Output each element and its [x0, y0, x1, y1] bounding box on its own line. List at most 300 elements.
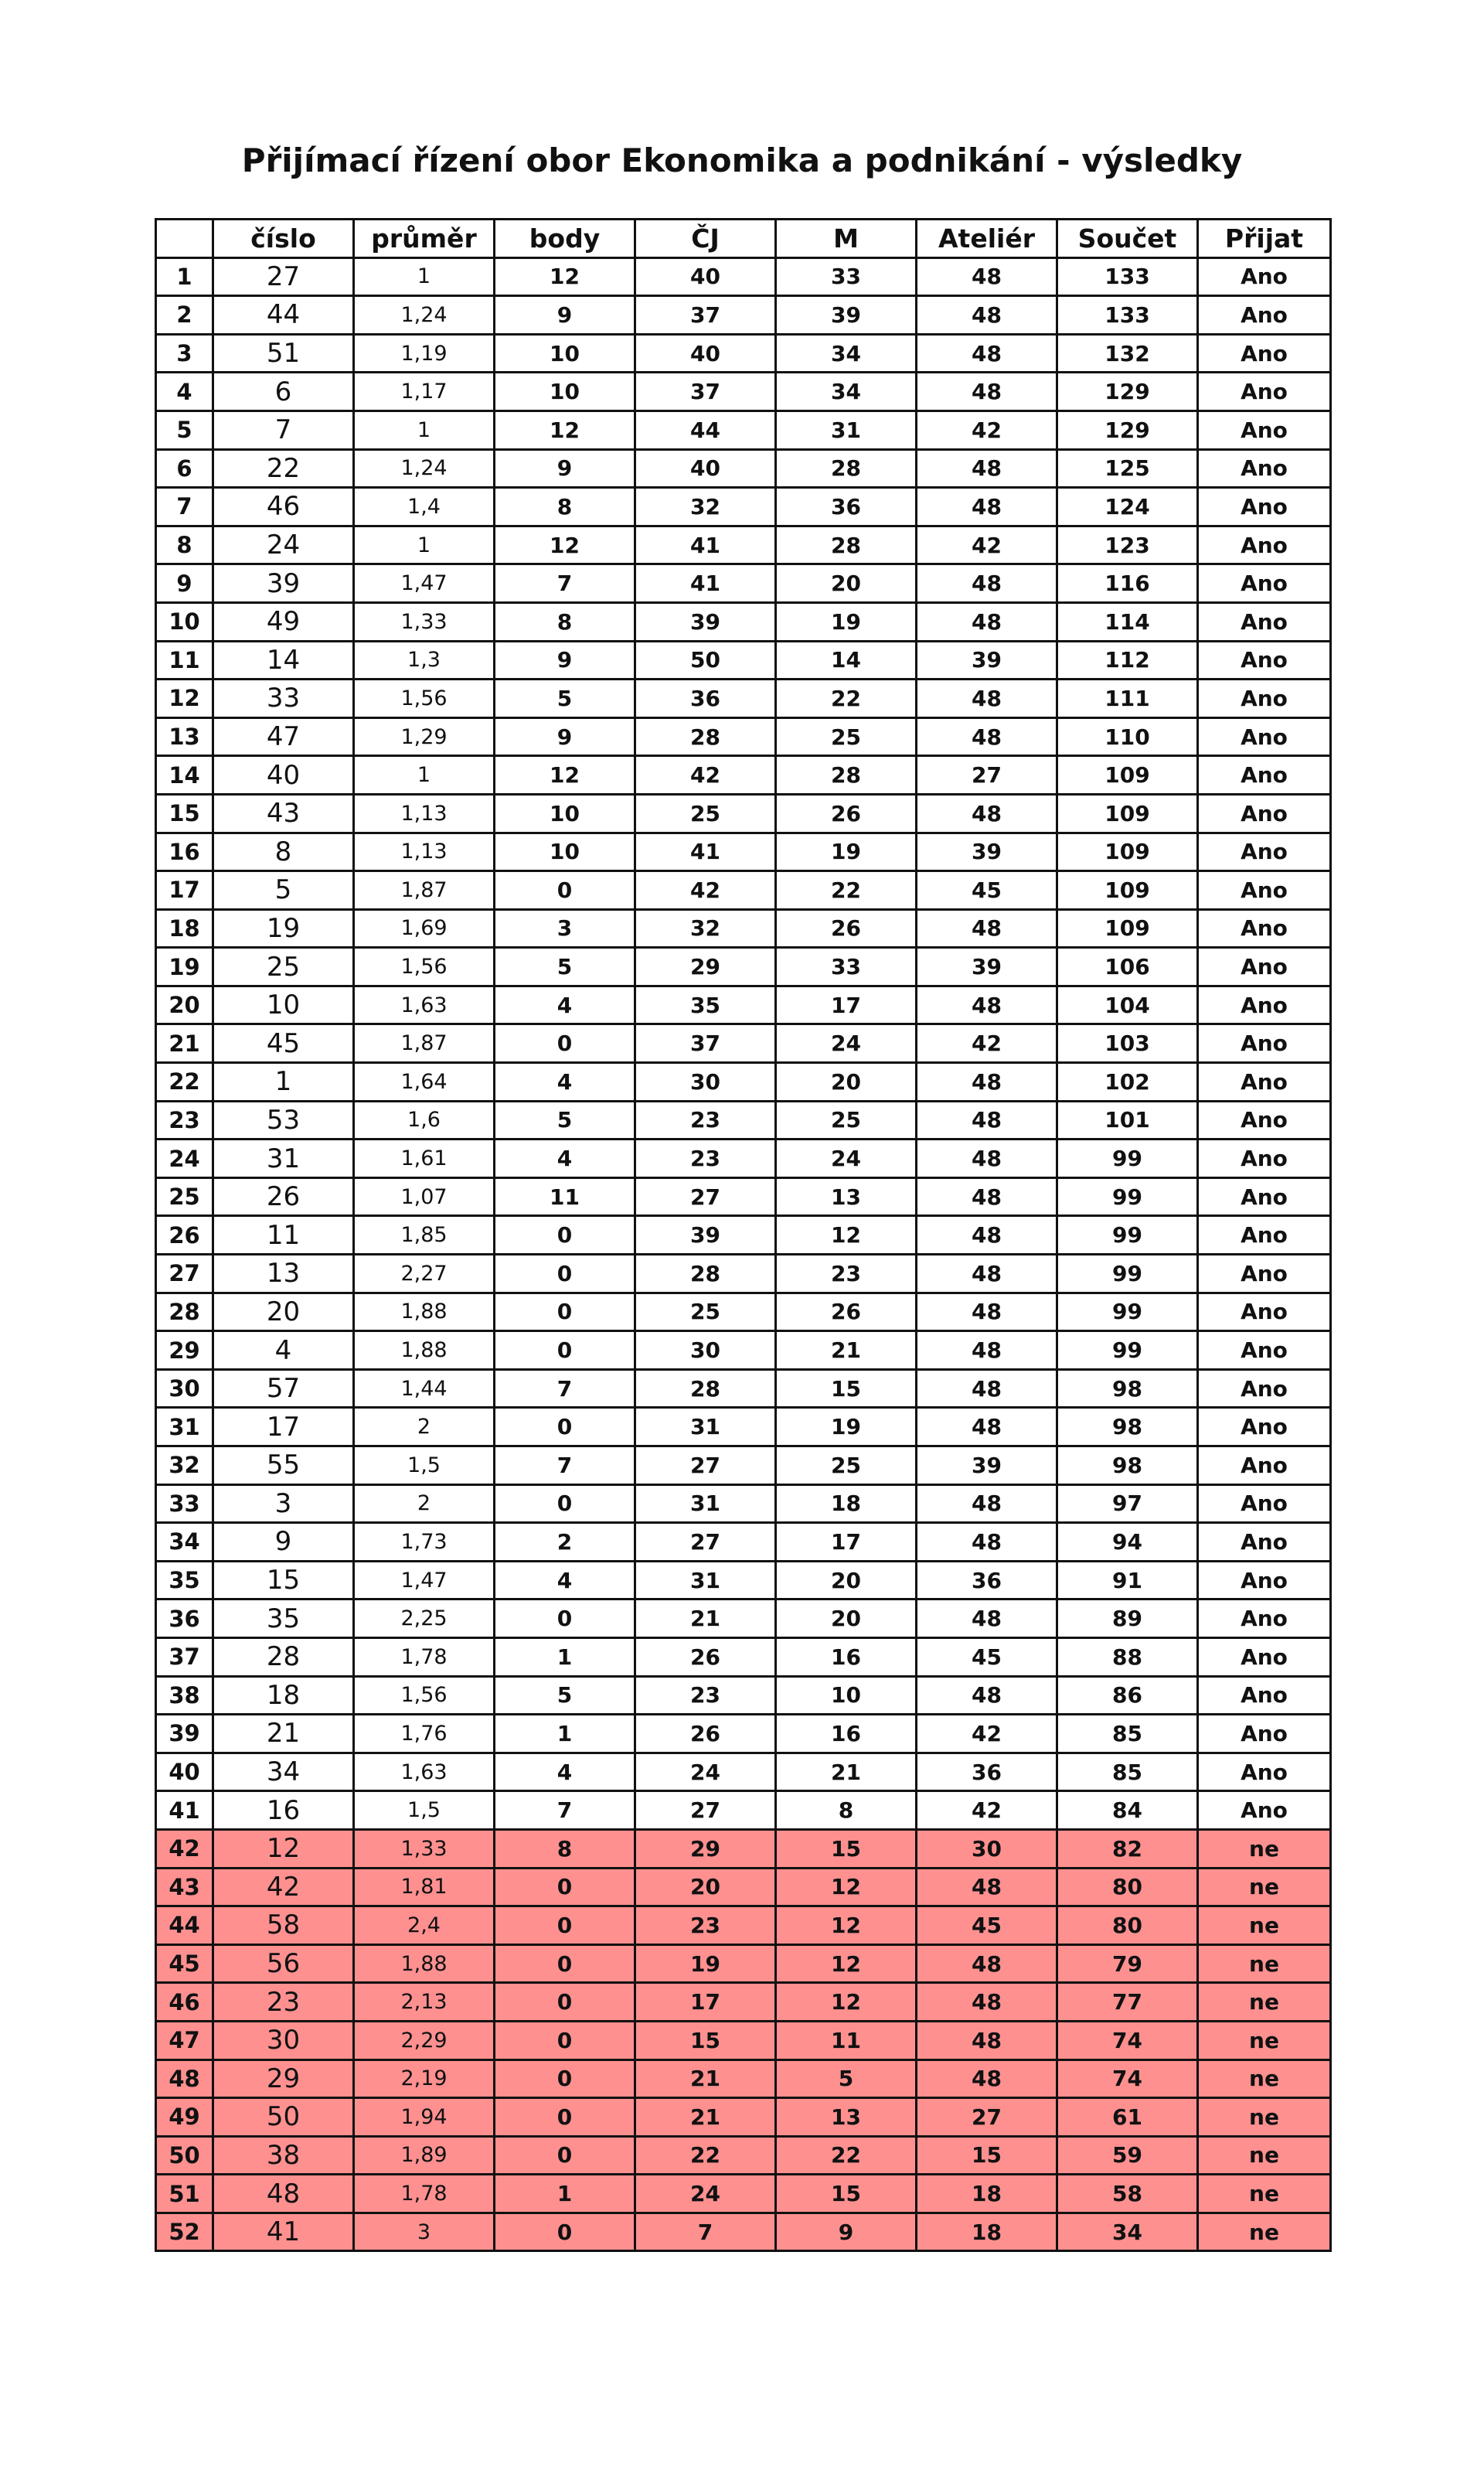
table-row [156, 1446, 1331, 1485]
cell-body: 10 [495, 833, 635, 871]
table-row [156, 334, 1331, 373]
cell-m: 21 [776, 1753, 917, 1791]
table-row [156, 1140, 1331, 1178]
cell-soucet: 97 [1057, 1484, 1198, 1523]
cell-prijat: Ano [1198, 1369, 1331, 1408]
cell-soucet: 85 [1057, 1753, 1198, 1791]
cell-prijat: Ano [1198, 449, 1331, 488]
cell-atelier: 45 [917, 1906, 1057, 1945]
cell-soucet: 61 [1057, 2098, 1198, 2137]
table-row [156, 2136, 1331, 2175]
cell-m: 26 [776, 794, 917, 833]
table-row [156, 948, 1331, 986]
cell-cj: 25 [635, 1293, 776, 1331]
table-row [156, 602, 1331, 641]
cell-prumer: 1,56 [354, 948, 495, 986]
cell-poradi: 41 [156, 1791, 213, 1830]
cell-poradi: 14 [156, 756, 213, 795]
cell-prumer: 2,13 [354, 1983, 495, 2022]
table-row [156, 833, 1331, 871]
cell-atelier: 48 [917, 257, 1057, 296]
cell-cj: 23 [635, 1101, 776, 1140]
table-row [156, 1024, 1331, 1063]
cell-body: 0 [495, 1255, 635, 1293]
cell-body: 9 [495, 449, 635, 488]
cell-m: 34 [776, 334, 917, 373]
table-row [156, 2059, 1331, 2098]
cell-poradi: 45 [156, 1944, 213, 1983]
cell-cislo: 49 [213, 602, 354, 641]
table-row [156, 1983, 1331, 2022]
cell-m: 21 [776, 1331, 917, 1370]
cell-body: 0 [495, 1983, 635, 2022]
cell-cislo: 20 [213, 1293, 354, 1331]
cell-prumer: 1,44 [354, 1369, 495, 1408]
cell-atelier: 48 [917, 449, 1057, 488]
cell-prijat: Ano [1198, 334, 1331, 373]
cell-prumer: 1,64 [354, 1063, 495, 1102]
cell-soucet: 74 [1057, 2059, 1198, 2098]
cell-atelier: 48 [917, 296, 1057, 335]
table-row [156, 794, 1331, 833]
cell-poradi: 19 [156, 948, 213, 986]
cell-cj: 15 [635, 2021, 776, 2059]
cell-soucet: 114 [1057, 602, 1198, 641]
cell-m: 15 [776, 1369, 917, 1408]
cell-poradi: 30 [156, 1369, 213, 1408]
cell-cislo: 39 [213, 564, 354, 603]
cell-cislo: 26 [213, 1177, 354, 1216]
table-row [156, 909, 1331, 948]
cell-poradi: 25 [156, 1177, 213, 1216]
cell-cislo: 51 [213, 334, 354, 373]
cell-soucet: 129 [1057, 373, 1198, 411]
cell-body: 0 [495, 2059, 635, 2098]
cell-prijat: Ano [1198, 833, 1331, 871]
cell-prumer: 1,33 [354, 602, 495, 641]
table-row [156, 1600, 1331, 1638]
cell-prijat: ne [1198, 2136, 1331, 2175]
cell-prumer: 1,07 [354, 1177, 495, 1216]
cell-body: 4 [495, 1063, 635, 1102]
cell-prumer: 1,4 [354, 488, 495, 526]
cell-soucet: 133 [1057, 296, 1198, 335]
cell-atelier: 30 [917, 1829, 1057, 1868]
cell-prijat: Ano [1198, 1637, 1331, 1676]
cell-atelier: 39 [917, 833, 1057, 871]
cell-atelier: 42 [917, 1715, 1057, 1753]
cell-m: 19 [776, 1408, 917, 1446]
table-row [156, 1829, 1331, 1868]
cell-prumer: 1,61 [354, 1140, 495, 1178]
table-row [156, 1868, 1331, 1906]
cell-m: 16 [776, 1637, 917, 1676]
cell-prijat: Ano [1198, 488, 1331, 526]
cell-body: 3 [495, 909, 635, 948]
cell-cj: 41 [635, 833, 776, 871]
cell-cj: 27 [635, 1177, 776, 1216]
cell-m: 39 [776, 296, 917, 335]
cell-prumer: 1,29 [354, 717, 495, 756]
cell-body: 0 [495, 1484, 635, 1523]
cell-prijat: Ano [1198, 1753, 1331, 1791]
cell-cislo: 31 [213, 1140, 354, 1178]
header-cj: ČJ [635, 220, 776, 258]
cell-m: 19 [776, 833, 917, 871]
cell-prumer: 2,19 [354, 2059, 495, 2098]
cell-cj: 41 [635, 564, 776, 603]
cell-body: 5 [495, 1101, 635, 1140]
cell-soucet: 99 [1057, 1331, 1198, 1370]
cell-poradi: 39 [156, 1715, 213, 1753]
cell-cj: 37 [635, 1024, 776, 1063]
table-row [156, 1753, 1331, 1791]
cell-cislo: 33 [213, 680, 354, 718]
cell-poradi: 26 [156, 1216, 213, 1255]
cell-atelier: 48 [917, 1944, 1057, 1983]
cell-soucet: 109 [1057, 833, 1198, 871]
cell-cj: 32 [635, 909, 776, 948]
cell-cj: 24 [635, 2175, 776, 2213]
header-cislo: číslo [213, 220, 354, 258]
cell-prijat: Ano [1198, 1600, 1331, 1638]
cell-prijat: ne [1198, 2213, 1331, 2251]
cell-atelier: 48 [917, 334, 1057, 373]
cell-body: 0 [495, 1408, 635, 1446]
cell-body: 7 [495, 1369, 635, 1408]
cell-poradi: 7 [156, 488, 213, 526]
table-row [156, 871, 1331, 910]
cell-prumer: 1,47 [354, 1561, 495, 1600]
cell-cj: 32 [635, 488, 776, 526]
cell-atelier: 27 [917, 756, 1057, 795]
cell-m: 28 [776, 449, 917, 488]
cell-soucet: 88 [1057, 1637, 1198, 1676]
cell-poradi: 51 [156, 2175, 213, 2213]
cell-prijat: Ano [1198, 257, 1331, 296]
cell-body: 5 [495, 948, 635, 986]
cell-poradi: 47 [156, 2021, 213, 2059]
cell-m: 17 [776, 1523, 917, 1562]
table-body [156, 257, 1331, 2251]
cell-poradi: 37 [156, 1637, 213, 1676]
cell-m: 19 [776, 602, 917, 641]
cell-m: 36 [776, 488, 917, 526]
cell-cj: 50 [635, 641, 776, 680]
cell-body: 8 [495, 488, 635, 526]
cell-prumer: 1,24 [354, 296, 495, 335]
cell-prumer: 1,87 [354, 871, 495, 910]
cell-cj: 24 [635, 1753, 776, 1791]
cell-prijat: Ano [1198, 1177, 1331, 1216]
header-body: body [495, 220, 635, 258]
cell-cj: 29 [635, 948, 776, 986]
cell-prijat: Ano [1198, 1293, 1331, 1331]
cell-soucet: 86 [1057, 1676, 1198, 1715]
cell-cj: 17 [635, 1983, 776, 2022]
cell-soucet: 109 [1057, 794, 1198, 833]
cell-soucet: 98 [1057, 1369, 1198, 1408]
header-soucet: Součet [1057, 220, 1198, 258]
cell-prijat: Ano [1198, 1024, 1331, 1063]
header-prijat: Přijat [1198, 220, 1331, 258]
cell-body: 1 [495, 2175, 635, 2213]
cell-prijat: Ano [1198, 1101, 1331, 1140]
cell-soucet: 82 [1057, 1829, 1198, 1868]
cell-cj: 44 [635, 411, 776, 449]
cell-atelier: 48 [917, 1369, 1057, 1408]
cell-prijat: Ano [1198, 1484, 1331, 1523]
cell-atelier: 48 [917, 909, 1057, 948]
cell-prumer: 1,85 [354, 1216, 495, 1255]
cell-atelier: 36 [917, 1561, 1057, 1600]
cell-prumer: 2,25 [354, 1600, 495, 1638]
cell-atelier: 48 [917, 602, 1057, 641]
cell-body: 12 [495, 411, 635, 449]
table-row [156, 526, 1331, 564]
cell-prumer: 1,69 [354, 909, 495, 948]
cell-prijat: Ano [1198, 756, 1331, 795]
cell-m: 26 [776, 909, 917, 948]
cell-prijat: Ano [1198, 1676, 1331, 1715]
cell-prijat: Ano [1198, 296, 1331, 335]
cell-cislo: 11 [213, 1216, 354, 1255]
cell-poradi: 20 [156, 986, 213, 1024]
cell-body: 8 [495, 1829, 635, 1868]
cell-soucet: 79 [1057, 1944, 1198, 1983]
cell-cj: 31 [635, 1408, 776, 1446]
cell-atelier: 42 [917, 1791, 1057, 1830]
cell-body: 4 [495, 1753, 635, 1791]
cell-prumer: 1,88 [354, 1944, 495, 1983]
cell-poradi: 16 [156, 833, 213, 871]
cell-prijat: Ano [1198, 1523, 1331, 1562]
cell-poradi: 8 [156, 526, 213, 564]
cell-cislo: 8 [213, 833, 354, 871]
cell-m: 28 [776, 526, 917, 564]
cell-prijat: Ano [1198, 1561, 1331, 1600]
cell-soucet: 99 [1057, 1255, 1198, 1293]
cell-m: 20 [776, 1561, 917, 1600]
cell-body: 12 [495, 526, 635, 564]
cell-soucet: 34 [1057, 2213, 1198, 2251]
cell-atelier: 48 [917, 1331, 1057, 1370]
cell-cj: 28 [635, 1369, 776, 1408]
table-row [156, 257, 1331, 296]
cell-soucet: 77 [1057, 1983, 1198, 2022]
cell-cislo: 17 [213, 1408, 354, 1446]
cell-prumer: 1,63 [354, 1753, 495, 1791]
cell-m: 18 [776, 1484, 917, 1523]
table-row [156, 2098, 1331, 2137]
cell-cj: 28 [635, 1255, 776, 1293]
cell-m: 12 [776, 1944, 917, 1983]
cell-soucet: 133 [1057, 257, 1198, 296]
cell-soucet: 101 [1057, 1101, 1198, 1140]
cell-m: 25 [776, 717, 917, 756]
cell-poradi: 33 [156, 1484, 213, 1523]
cell-poradi: 1 [156, 257, 213, 296]
cell-atelier: 48 [917, 1177, 1057, 1216]
table-row [156, 1715, 1331, 1753]
cell-atelier: 42 [917, 526, 1057, 564]
cell-body: 0 [495, 1906, 635, 1945]
cell-cj: 42 [635, 871, 776, 910]
cell-prijat: Ano [1198, 1408, 1331, 1446]
cell-atelier: 48 [917, 1676, 1057, 1715]
cell-soucet: 99 [1057, 1177, 1198, 1216]
cell-cislo: 25 [213, 948, 354, 986]
cell-poradi: 35 [156, 1561, 213, 1600]
cell-m: 15 [776, 1829, 917, 1868]
cell-cj: 7 [635, 2213, 776, 2251]
cell-cj: 37 [635, 296, 776, 335]
cell-prumer: 1 [354, 411, 495, 449]
cell-cj: 27 [635, 1523, 776, 1562]
cell-m: 15 [776, 2175, 917, 2213]
cell-m: 16 [776, 1715, 917, 1753]
cell-m: 33 [776, 257, 917, 296]
cell-poradi: 9 [156, 564, 213, 603]
cell-m: 8 [776, 1791, 917, 1830]
cell-atelier: 48 [917, 488, 1057, 526]
cell-cislo: 6 [213, 373, 354, 411]
cell-atelier: 45 [917, 1637, 1057, 1676]
cell-soucet: 132 [1057, 334, 1198, 373]
cell-prumer: 2,4 [354, 1906, 495, 1945]
cell-cislo: 42 [213, 1868, 354, 1906]
cell-poradi: 28 [156, 1293, 213, 1331]
cell-prumer: 2,29 [354, 2021, 495, 2059]
header-prumer: průměr [354, 220, 495, 258]
cell-prijat: ne [1198, 2098, 1331, 2137]
cell-poradi: 31 [156, 1408, 213, 1446]
cell-cislo: 12 [213, 1829, 354, 1868]
cell-m: 20 [776, 1600, 917, 1638]
cell-soucet: 124 [1057, 488, 1198, 526]
cell-cislo: 4 [213, 1331, 354, 1370]
cell-m: 26 [776, 1293, 917, 1331]
cell-prijat: Ano [1198, 986, 1331, 1024]
cell-prumer: 1,88 [354, 1293, 495, 1331]
cell-atelier: 39 [917, 1446, 1057, 1485]
table-row [156, 1255, 1331, 1293]
cell-atelier: 48 [917, 2059, 1057, 2098]
cell-cj: 20 [635, 1868, 776, 1906]
cell-prijat: Ano [1198, 794, 1331, 833]
cell-soucet: 84 [1057, 1791, 1198, 1830]
cell-body: 8 [495, 602, 635, 641]
cell-m: 24 [776, 1140, 917, 1178]
table-row [156, 488, 1331, 526]
cell-prijat: Ano [1198, 1140, 1331, 1178]
cell-poradi: 44 [156, 1906, 213, 1945]
cell-cislo: 21 [213, 1715, 354, 1753]
cell-soucet: 116 [1057, 564, 1198, 603]
cell-poradi: 40 [156, 1753, 213, 1791]
cell-atelier: 48 [917, 680, 1057, 718]
cell-prumer: 3 [354, 2213, 495, 2251]
cell-body: 0 [495, 2098, 635, 2137]
cell-m: 5 [776, 2059, 917, 2098]
cell-body: 12 [495, 257, 635, 296]
cell-prijat: ne [1198, 2175, 1331, 2213]
cell-m: 31 [776, 411, 917, 449]
table-row [156, 1944, 1331, 1983]
cell-poradi: 24 [156, 1140, 213, 1178]
cell-prijat: Ano [1198, 373, 1331, 411]
cell-prijat: Ano [1198, 680, 1331, 718]
cell-cislo: 40 [213, 756, 354, 795]
cell-prumer: 1,76 [354, 1715, 495, 1753]
cell-cislo: 45 [213, 1024, 354, 1063]
cell-atelier: 48 [917, 1523, 1057, 1562]
cell-m: 12 [776, 1868, 917, 1906]
header-row [156, 220, 1331, 258]
cell-m: 20 [776, 564, 917, 603]
cell-poradi: 48 [156, 2059, 213, 2098]
cell-cj: 36 [635, 680, 776, 718]
cell-cislo: 48 [213, 2175, 354, 2213]
cell-cj: 27 [635, 1791, 776, 1830]
cell-prijat: Ano [1198, 526, 1331, 564]
cell-cislo: 18 [213, 1676, 354, 1715]
cell-cislo: 47 [213, 717, 354, 756]
cell-atelier: 48 [917, 1868, 1057, 1906]
cell-body: 9 [495, 641, 635, 680]
cell-prijat: Ano [1198, 1331, 1331, 1370]
cell-prijat: Ano [1198, 909, 1331, 948]
cell-cislo: 56 [213, 1944, 354, 1983]
table-row [156, 564, 1331, 603]
cell-cj: 21 [635, 2059, 776, 2098]
cell-body: 0 [495, 1868, 635, 1906]
cell-atelier: 18 [917, 2213, 1057, 2251]
cell-soucet: 102 [1057, 1063, 1198, 1102]
cell-prijat: ne [1198, 1944, 1331, 1983]
cell-body: 4 [495, 1561, 635, 1600]
cell-prumer: 1,81 [354, 1868, 495, 1906]
cell-prijat: Ano [1198, 871, 1331, 910]
cell-body: 1 [495, 1637, 635, 1676]
cell-cj: 40 [635, 449, 776, 488]
cell-soucet: 125 [1057, 449, 1198, 488]
cell-cislo: 27 [213, 257, 354, 296]
cell-prumer: 1,6 [354, 1101, 495, 1140]
cell-soucet: 129 [1057, 411, 1198, 449]
cell-cj: 40 [635, 257, 776, 296]
cell-cj: 30 [635, 1331, 776, 1370]
table-row [156, 680, 1331, 718]
cell-m: 25 [776, 1101, 917, 1140]
table-row [156, 756, 1331, 795]
cell-poradi: 34 [156, 1523, 213, 1562]
cell-prumer: 1,33 [354, 1829, 495, 1868]
table-row [156, 373, 1331, 411]
cell-body: 0 [495, 2213, 635, 2251]
cell-body: 1 [495, 1715, 635, 1753]
cell-cislo: 1 [213, 1063, 354, 1102]
cell-cj: 23 [635, 1676, 776, 1715]
cell-poradi: 46 [156, 1983, 213, 2022]
cell-m: 14 [776, 641, 917, 680]
table-row [156, 1523, 1331, 1562]
cell-cj: 27 [635, 1446, 776, 1485]
cell-prijat: Ano [1198, 411, 1331, 449]
cell-atelier: 36 [917, 1753, 1057, 1791]
cell-body: 0 [495, 2021, 635, 2059]
cell-cislo: 35 [213, 1600, 354, 1638]
